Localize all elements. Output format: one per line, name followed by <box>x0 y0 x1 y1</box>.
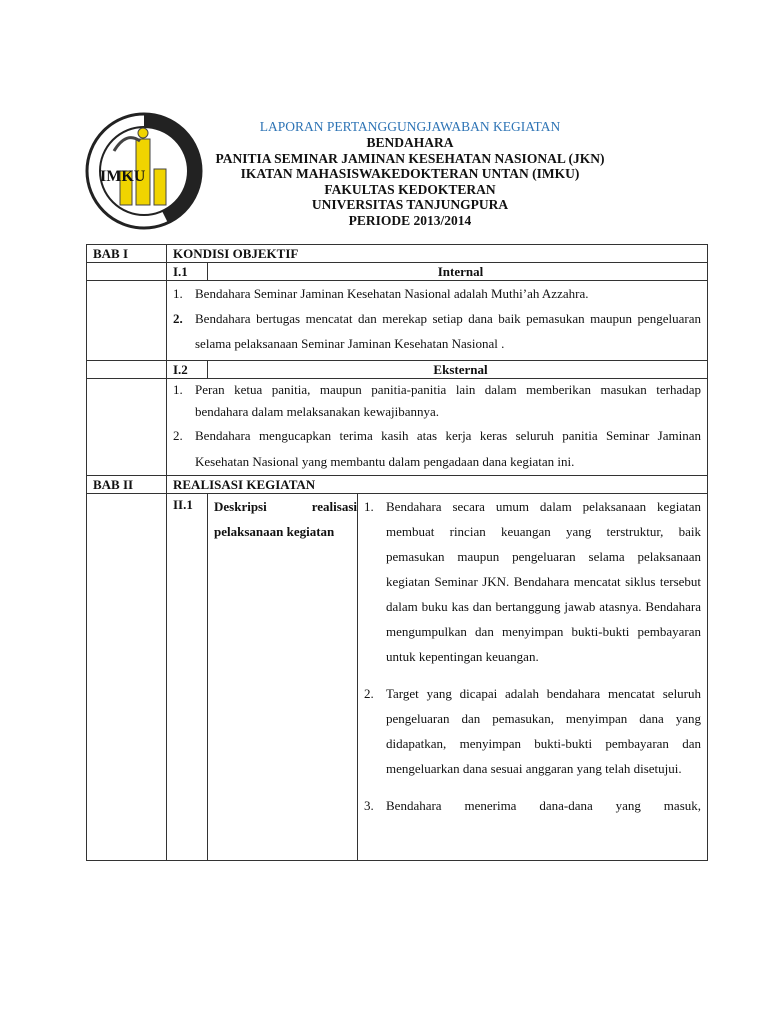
header-line-4: FAKULTAS KEDOKTERAN <box>324 181 496 197</box>
header-line-1: BENDAHARA <box>366 135 454 150</box>
empty-cell <box>87 494 167 861</box>
section-content <box>358 494 708 861</box>
section-title: Deskripsi realisasi pelaksanaan kegiatan <box>208 494 358 861</box>
bab2-title: REALISASI KEGIATAN <box>167 476 708 494</box>
list-item <box>364 681 707 781</box>
bab1-title: KONDISI OBJEKTIF <box>167 245 708 263</box>
item-number: 2. <box>173 428 183 443</box>
document-header <box>200 118 620 228</box>
item-number: 2. <box>173 311 183 326</box>
item-text: Target yang dicapai adalah bendahara mencatat seluruh pengeluaran dan pemasukan, menyimpan dana yang didapatkan, menyimpan bukti-bukti pembayaran dan mengeluarkan dana sesuai anggaran yang telah disetujui. <box>386 686 702 776</box>
item-number: 2. <box>364 686 374 701</box>
section-code: I.1 <box>167 263 208 281</box>
item-text: Bendahara menerima dana-dana yang masuk, <box>386 798 702 813</box>
table-row <box>87 476 708 494</box>
table-row <box>87 379 708 476</box>
table-row <box>87 281 708 361</box>
list-item <box>173 306 707 356</box>
item-number: 3. <box>364 798 374 813</box>
item-number: 1. <box>364 499 374 514</box>
report-table <box>86 244 708 861</box>
empty-cell <box>87 361 167 379</box>
empty-cell <box>87 263 167 281</box>
header-line-2: PANITIA SEMINAR JAMINAN KESEHATAN NASIONAL (JKN) <box>215 150 605 166</box>
empty-cell <box>87 379 167 476</box>
item-number: 1. <box>173 286 183 301</box>
bab2-label: BAB II <box>87 476 167 494</box>
item-text: Bendahara Seminar Jaminan Kesehatan Nasional adalah Muthi’ah Azzahra. <box>195 286 589 301</box>
list-item <box>364 793 707 818</box>
item-number: 1. <box>173 382 183 397</box>
section-code: I.2 <box>167 361 208 379</box>
item-text: Bendahara bertugas mencatat dan merekap setiap dana baik pemasukan maupun pengeluaran selama pelaksanaan Seminar Jaminan Kesehatan Nasional . <box>195 311 702 351</box>
section-code: II.1 <box>167 494 208 861</box>
bab1-label: BAB I <box>87 245 167 263</box>
section-content <box>167 379 708 476</box>
item-text: Bendahara secara umum dalam pelaksanaan kegiatan membuat rincian keuangan yang terstruktur, baik pemasukan maupun pengeluaran selama pelaksanaan kegiatan Seminar JKN. Bendahara mencatat siklus tersebut dalam buku kas dan bertanggung jawab atasnya. Bendahara mengumpulkan dan menyimpan bukti-bukti pembayaran untuk kepentingan keuangan. <box>386 499 702 664</box>
imku-logo <box>84 111 204 231</box>
logo-text: IMKU <box>100 168 146 185</box>
table-row <box>87 245 708 263</box>
list-item <box>173 281 707 306</box>
section-title: Internal <box>208 263 708 281</box>
report-title: LAPORAN PERTANGGUNGJAWABAN KEGIATAN <box>259 119 561 134</box>
header-line-5: UNIVERSITAS TANJUNGPURA <box>311 197 509 212</box>
header-line-6: PERIODE 2013/2014 <box>348 212 472 228</box>
item-text: Bendahara mengucapkan terima kasih atas kerja keras seluruh panitia Seminar Jaminan Kesehatan Nasional yang membantu dalam pengadaan dana kegiatan ini. <box>195 428 702 469</box>
list-item <box>173 423 707 475</box>
table-row <box>87 361 708 379</box>
section-title: Eksternal <box>208 361 708 379</box>
item-text: Peran ketua panitia, maupun panitia-panitia lain dalam memberikan masukan terhadap bendahara dalam melaksanakan kewajibannya. <box>195 382 702 419</box>
section-content <box>167 281 708 361</box>
header-line-3: IKATAN MAHASISWAKEDOKTERAN UNTAN (IMKU) <box>240 166 580 181</box>
empty-cell <box>87 281 167 361</box>
table-row <box>87 494 708 861</box>
list-item <box>173 379 707 423</box>
list-item <box>364 494 707 669</box>
table-row <box>87 263 708 281</box>
